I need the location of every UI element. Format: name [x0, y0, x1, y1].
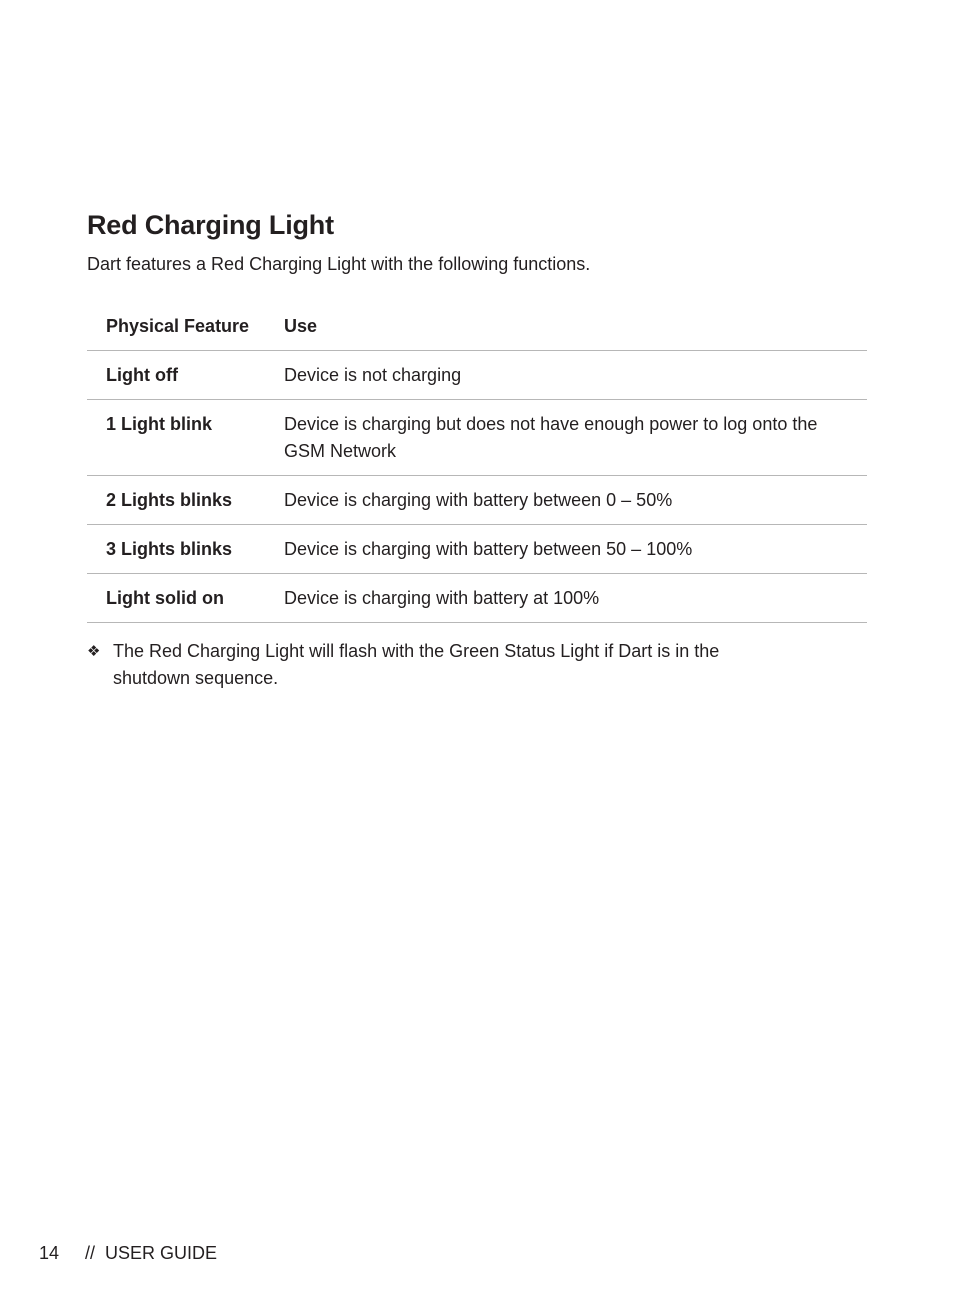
- use-cell: Device is charging with battery between 50 – 100%: [284, 525, 867, 574]
- four-diamond-bullet-icon: ❖: [87, 642, 101, 660]
- feature-cell: 2 Lights blinks: [87, 476, 284, 525]
- feature-cell: Light solid on: [87, 574, 284, 623]
- header-physical-feature: Physical Feature: [87, 302, 284, 351]
- page-number: 14: [39, 1243, 60, 1263]
- page-title: Red Charging Light: [87, 210, 334, 240]
- intro-paragraph: Dart features a Red Charging Light with the following functions.: [87, 254, 591, 274]
- use-cell: Device is charging but does not have enough power to log onto the GSM Network: [284, 400, 867, 476]
- use-cell: Device is charging with battery between 0 – 50%: [284, 476, 867, 525]
- table-row: [87, 476, 867, 525]
- page-footer: [39, 1243, 217, 1264]
- use-cell: Device is not charging: [284, 351, 867, 400]
- table-row: [87, 574, 867, 623]
- note: [87, 638, 787, 692]
- charging-light-table: [87, 302, 867, 623]
- table-row: [87, 400, 867, 476]
- table-row: [87, 525, 867, 574]
- header-use: Use: [284, 302, 867, 351]
- use-cell: Device is charging with battery at 100%: [284, 574, 867, 623]
- feature-cell: Light off: [87, 351, 284, 400]
- note-text: The Red Charging Light will flash with the Green Status Light if Dart is in the shutdown sequence.: [113, 641, 720, 688]
- feature-cell: 1 Light blink: [87, 400, 284, 476]
- table-row: [87, 351, 867, 400]
- footer-label: // USER GUIDE: [85, 1243, 218, 1263]
- feature-cell: 3 Lights blinks: [87, 525, 284, 574]
- table-header-row: [87, 302, 867, 351]
